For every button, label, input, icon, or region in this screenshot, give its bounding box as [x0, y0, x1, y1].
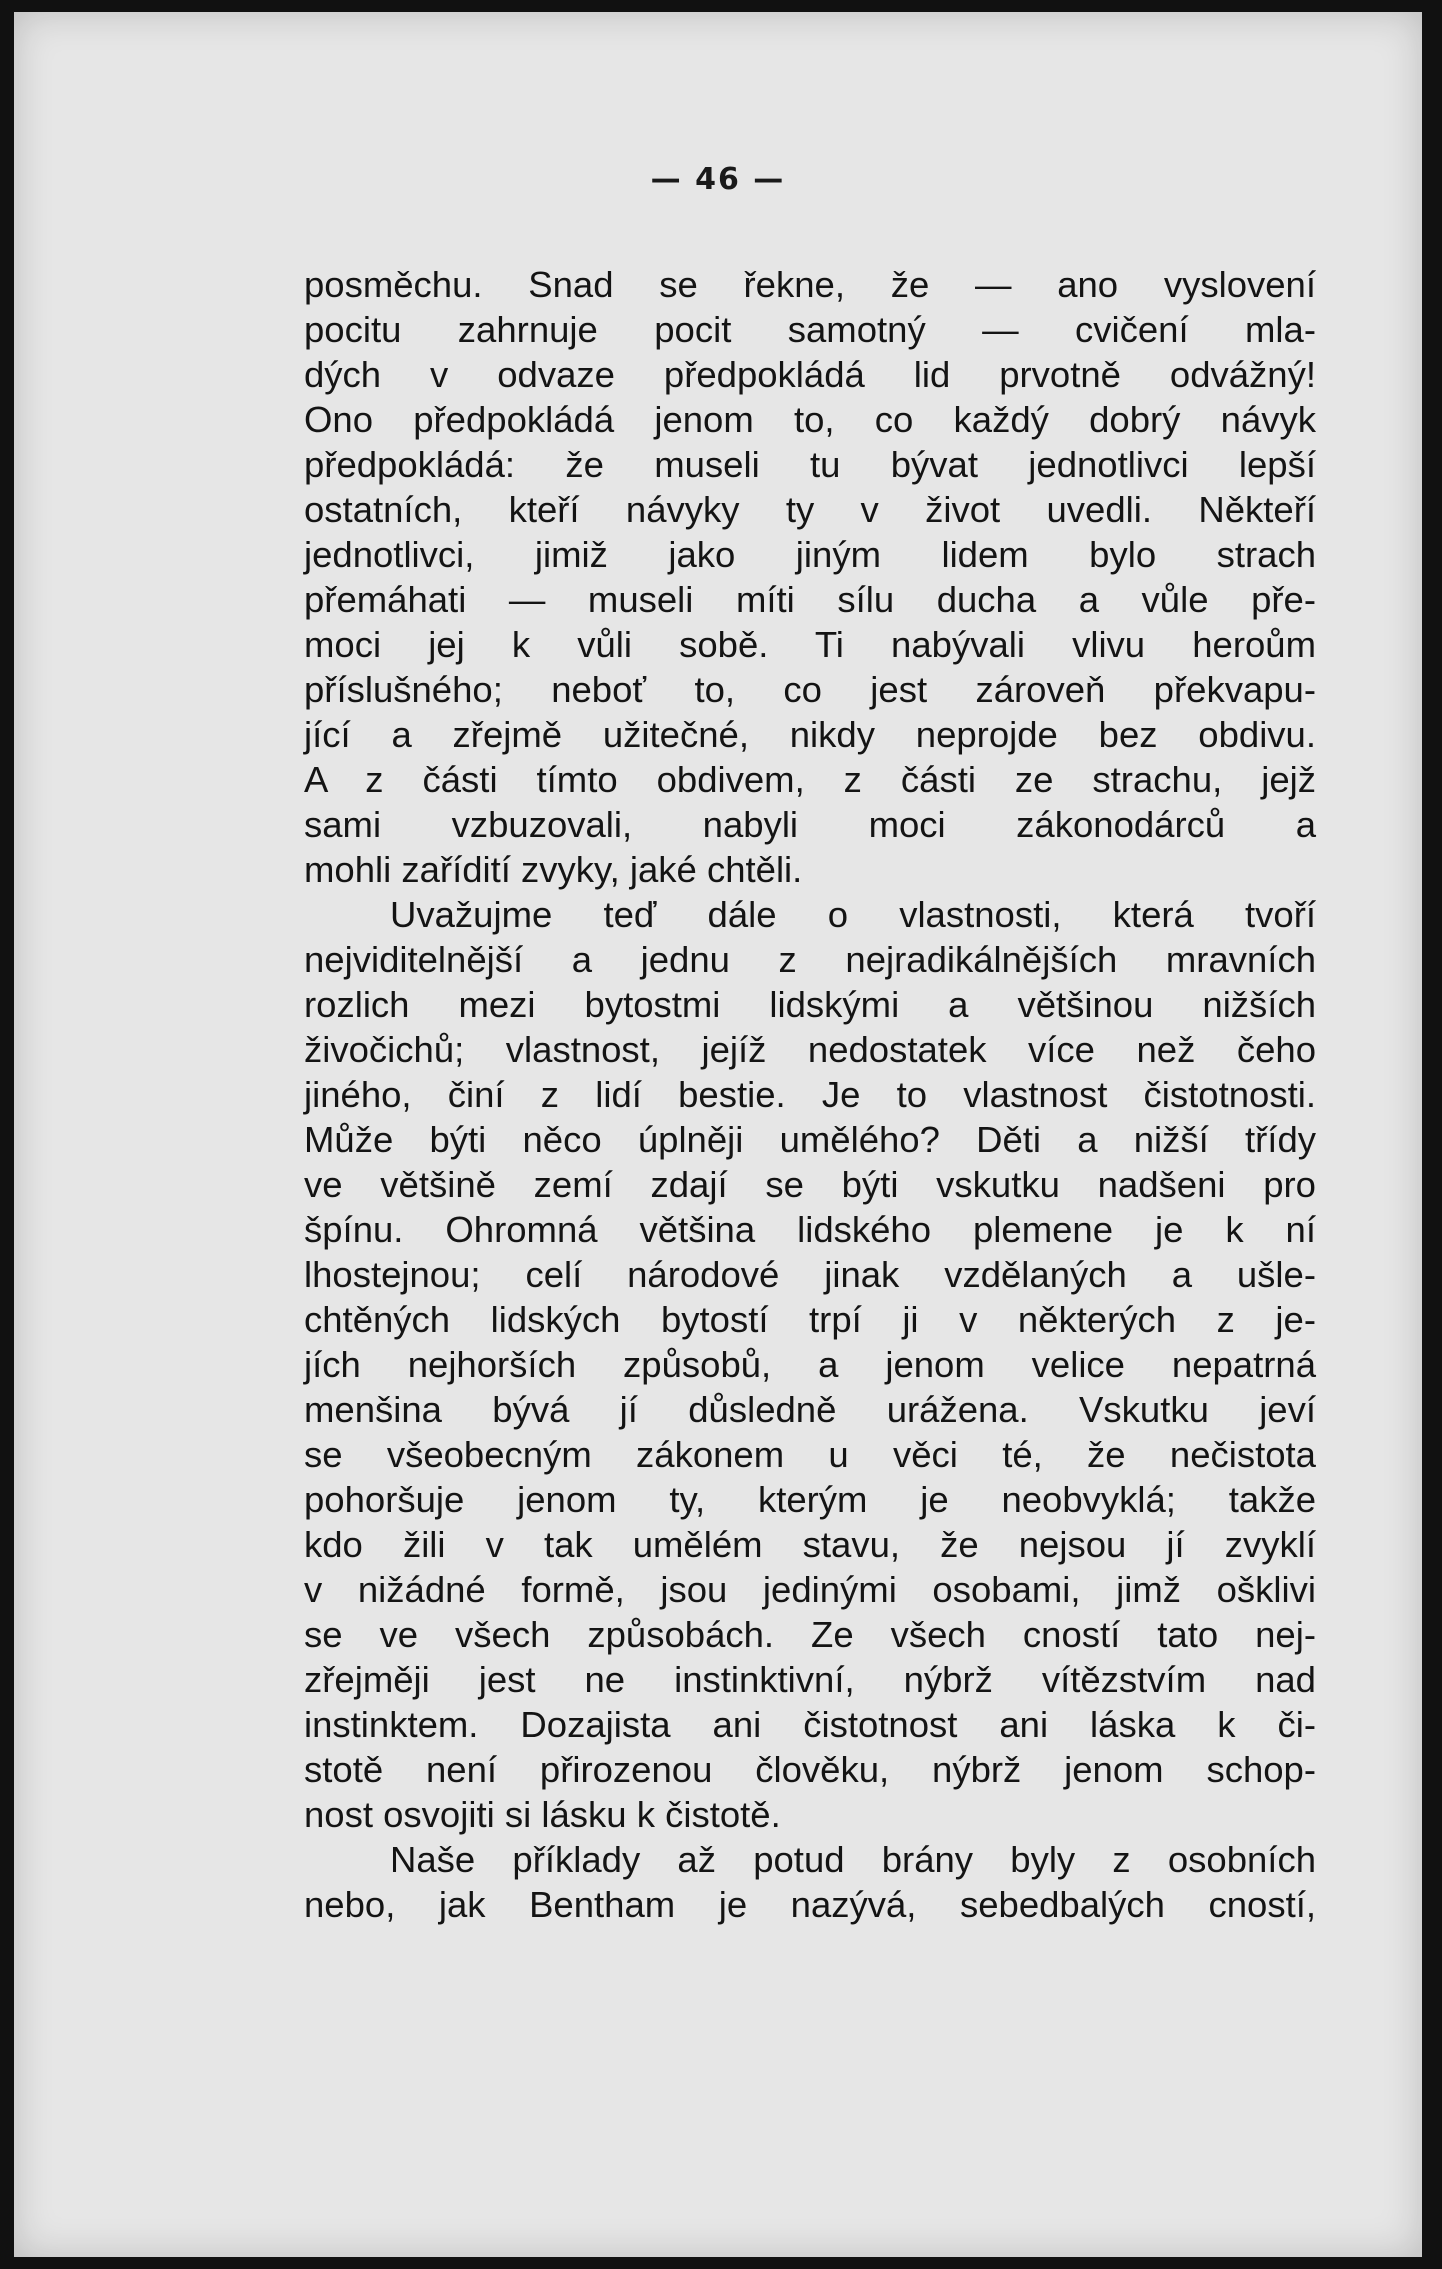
text-line: kdo žili v tak umělém stavu, že nejsou jí zvyklí [304, 1524, 1316, 1565]
text-line: nebo, jak Bentham je nazývá, sebedbalých cností, [304, 1884, 1316, 1925]
text-line: zřejměji jest ne instinktivní, nýbrž vítězstvím nad [304, 1659, 1316, 1700]
text-line: jící a zřejmě užitečné, nikdy neprojde bez obdivu. [304, 714, 1316, 755]
text-line: Může býti něco úplněji umělého? Děti a nižší třídy [304, 1119, 1316, 1160]
text-line: sami vzbuzovali, nabyli moci zákonodárců a [304, 804, 1316, 845]
text-line: ostatních, kteří návyky ty v život uvedli. Někteří [304, 489, 1316, 530]
text-line: se všeobecným zákonem u věci té, že nečistota [304, 1434, 1316, 1475]
text-line: nost osvojiti si lásku k čistotě. [304, 1794, 781, 1835]
text-line: se ve všech způsobách. Ze všech cností tato nej- [304, 1614, 1316, 1655]
text-line: instinktem. Dozajista ani čistotnost ani láska k či- [304, 1704, 1316, 1745]
text-line: jích nejhorších způsobů, a jenom velice nepatrná [304, 1344, 1316, 1385]
text-line: lhostejnou; celí národové jinak vzdělaných a ušle- [304, 1254, 1316, 1295]
paragraph [304, 262, 1316, 892]
text-line: přemáhati — museli míti sílu ducha a vůle pře- [304, 579, 1316, 620]
text-line: ve většině zemí zdají se býti vskutku nadšeni pro [304, 1164, 1316, 1205]
paragraph [304, 892, 1316, 1837]
paragraph [304, 1837, 1316, 1927]
text-line: Naše příklady až potud brány byly z osobních [390, 1839, 1316, 1880]
text-line: chtěných lidských bytostí trpí ji v některých z je- [304, 1299, 1316, 1340]
text-line: A z části tímto obdivem, z části ze strachu, jejž [304, 759, 1316, 800]
text-line: Uvažujme teď dále o vlastnosti, která tvoří [390, 894, 1316, 935]
text-line: moci jej k vůli sobě. Ti nabývali vlivu heroům [304, 624, 1316, 665]
text-line: rozlich mezi bytostmi lidskými a většinou nižších [304, 984, 1316, 1025]
text-line: jiného, činí z lidí bestie. Je to vlastnost čistotnosti. [304, 1074, 1316, 1115]
text-line: Ono předpokládá jenom to, co každý dobrý návyk [304, 399, 1316, 440]
text-line: příslušného; neboť to, co jest zároveň překvapu- [304, 669, 1316, 710]
book-page [14, 12, 1422, 2257]
text-line: posměchu. Snad se řekne, že — ano vyslovení [304, 264, 1316, 305]
text-line: dých v odvaze předpokládá lid prvotně odvážný! [304, 354, 1316, 395]
body-text [304, 262, 1316, 1927]
text-line: pohoršuje jenom ty, kterým je neobvyklá; takže [304, 1479, 1316, 1520]
text-line: předpokládá: že museli tu bývat jednotlivci lepší [304, 444, 1316, 485]
text-line: menšina bývá jí důsledně urážena. Vskutku jeví [304, 1389, 1316, 1430]
text-line: jednotlivci, jimiž jako jiným lidem bylo strach [304, 534, 1316, 575]
page-number: — 46 — [650, 162, 786, 197]
text-line: pocitu zahrnuje pocit samotný — cvičení mla- [304, 309, 1316, 350]
text-line: nejviditelnější a jednu z nejradikálnějších mravních [304, 939, 1316, 980]
text-line: špínu. Ohromná většina lidského plemene je k ní [304, 1209, 1316, 1250]
text-line: stotě není přirozenou člověku, nýbrž jenom schop- [304, 1749, 1316, 1790]
text-line: živočichů; vlastnost, jejíž nedostatek více než čeho [304, 1029, 1316, 1070]
text-line: mohli zařídití zvyky, jaké chtěli. [304, 849, 803, 890]
text-line: v nižádné formě, jsou jedinými osobami, jimž ošklivi [304, 1569, 1316, 1610]
